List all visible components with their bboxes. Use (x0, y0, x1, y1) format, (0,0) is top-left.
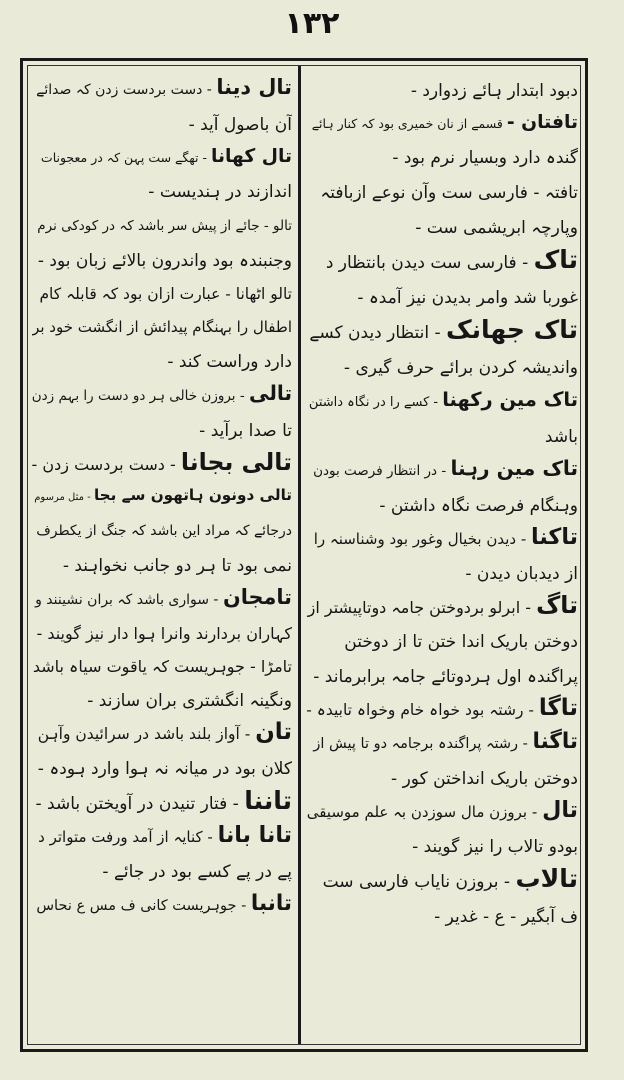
dictionary-line (32, 888, 292, 922)
definition-text: - بروزن نایاب فارسی ست (322, 872, 511, 892)
dictionary-line (32, 277, 292, 310)
page-number: ۱۳۲ (284, 6, 340, 41)
dictionary-line (306, 139, 578, 174)
definition-text: تافتہ - فارسی ست وآن نوعے ازبافتہ (320, 183, 578, 203)
dictionary-line (32, 717, 292, 750)
dictionary-line (32, 582, 292, 616)
headword: تالی (249, 381, 292, 405)
headword: تاننا (244, 786, 292, 815)
definition-text: - سواری باشد کہ بران نشینند و (35, 592, 219, 608)
left-column (32, 72, 292, 1042)
headword: تاکنا (531, 524, 578, 550)
dictionary-line (306, 590, 578, 623)
dictionary-line (306, 555, 578, 590)
dictionary-line (306, 828, 578, 863)
definition-text: نمی بود تا ہر دو جانب نخواہند - (62, 556, 292, 576)
definition-text: - آواز بلند باشد در سرائیدن وآہن (37, 725, 251, 743)
dictionary-line (306, 314, 578, 349)
definition-text: تا صدا برآید - (199, 421, 292, 441)
definition-text: ف آبگیر - ع - غدیر - (434, 907, 578, 927)
headword: تاگنا (532, 729, 578, 754)
headword: تاک مین رہنا (450, 456, 578, 480)
headword: تالاب (515, 864, 578, 893)
dictionary-line (32, 310, 292, 343)
definition-text: تالو - جائے از پیش سر باشد کہ در کودکی نرم (37, 218, 292, 234)
dictionary-line (32, 343, 292, 378)
dictionary-line (306, 726, 578, 760)
definition-text: دبود ابتدار ہائے زدوارد - (410, 81, 578, 101)
dictionary-line (32, 72, 292, 106)
definition-text: وہنگام فرصت نگاہ داشتن - (379, 496, 578, 516)
dictionary-line (32, 480, 292, 513)
definition-text: پے در پے کسے بود در جائے - (102, 862, 292, 882)
dictionary-line (32, 242, 292, 277)
column-divider (298, 66, 301, 1044)
dictionary-line (306, 384, 578, 418)
definition-text: دوختن باریک اندا ختن تا از دوختن (344, 632, 578, 652)
definition-text: دارد وراست کند - (167, 352, 292, 372)
definition-text: کلان بود در میانہ نہ ہوا وارد ہودہ - (37, 759, 292, 779)
dictionary-line (306, 693, 578, 726)
definition-text: درجائے کہ مراد این باشد کہ جنگ از یکطرف (36, 523, 292, 539)
dictionary-line (306, 898, 578, 933)
definition-text: وجنبندہ بود واندرون بالائے زبان بود - (37, 251, 292, 271)
dictionary-line (306, 658, 578, 693)
definition-text: تالو اٹھانا - عبارت ازان بود کہ قابلہ کام (39, 285, 292, 303)
dictionary-line (32, 853, 292, 888)
dictionary-line (32, 447, 292, 480)
definition-text: غوربا شد وامر بدیدن نیز آمدہ - (357, 288, 578, 308)
dictionary-line (32, 208, 292, 242)
definition-text: - دیدن بخیال وغور بود وشناسنہ را (313, 530, 527, 548)
definition-text: ونگینہ انگشتری بران سازند - (87, 691, 292, 711)
dictionary-line (306, 795, 578, 828)
dictionary-line (306, 279, 578, 314)
definition-text: کہاران بردارند وانرا ہوا دار نیز گویند - (36, 624, 292, 643)
definition-text: بودو تالاب را نیز گویند - (412, 837, 578, 857)
definition-text: - کسے را در نگاہ داشتن (308, 395, 439, 410)
definition-text: - فتار تنیدن در آویختن باشد - (35, 794, 239, 814)
dictionary-line (306, 522, 578, 555)
definition-text: واندیشہ کردن برائے حرف گیری - (343, 358, 578, 378)
dictionary-line (306, 418, 578, 453)
dictionary-line (32, 106, 292, 141)
headword: تاک مین رکھنا (442, 388, 578, 411)
headword: تانبا (250, 891, 292, 916)
headword: تانا بانا (217, 822, 292, 848)
dictionary-line (32, 141, 292, 173)
dictionary-line (32, 547, 292, 582)
headword: تاگ (536, 591, 578, 619)
dictionary-line (32, 616, 292, 649)
dictionary-line (306, 863, 578, 898)
definition-text: وپارچہ ابریشمی ست - (415, 218, 578, 238)
dictionary-line (306, 623, 578, 658)
right-column (306, 72, 578, 1042)
definition-text: اندازند در ہندیست - (148, 182, 292, 202)
headword: تاک (533, 245, 578, 274)
definition-text: - کنایہ از آمد ورفت متواتر د (38, 828, 213, 846)
definition-text: دوختن باریک انداختن کور - (391, 769, 578, 789)
dictionary-line (32, 785, 292, 820)
definition-text: - رشتہ پراگندہ برجامہ دو تا پیش از (313, 736, 528, 752)
dictionary-line (32, 649, 292, 682)
dictionary-line (306, 760, 578, 795)
definition-text: اطفال را بہنگام پیدائش از انگشت خود بر (32, 318, 292, 336)
definition-text: - جوہریست کانی ف مس ع نحاس (36, 898, 247, 914)
dictionary-line (32, 750, 292, 785)
dictionary-line (306, 174, 578, 209)
definition-text: - فارسی ست دیدن بانتظار د (325, 253, 529, 273)
definition-text: گندہ دارد وبسیار نرم بود - (392, 148, 578, 168)
dictionary-line (32, 378, 292, 412)
dictionary-line (32, 820, 292, 853)
definition-text: قسمے از نان خمیری بود کہ کنار ہائے (311, 116, 503, 131)
definition-text: - ابرلو بردوختن جامہ دوتاپیشتر از (307, 598, 532, 617)
definition-text: - انتظار دیدن کسے (309, 323, 441, 343)
headword: تاگا (538, 695, 578, 721)
definition-text: - تھگے ست پہن کہ در معجونات (40, 150, 207, 165)
dictionary-line (306, 244, 578, 279)
headword: تالی دونون ہاتھون سے بجا (93, 486, 292, 504)
dictionary-line (306, 453, 578, 487)
dictionary-line (32, 412, 292, 447)
dictionary-line (306, 349, 578, 384)
definition-text: پراگندہ اول ہردوتائے جامہ برابرماند - (313, 667, 578, 687)
definition-text: - مثل مرسوم (34, 492, 91, 503)
dictionary-line (32, 682, 292, 717)
dictionary-line (306, 487, 578, 522)
headword: تامجان (222, 585, 292, 609)
dictionary-line (32, 173, 292, 208)
definition-text: - بروزن مال سوزدن بہ علم موسیقی (306, 803, 538, 821)
headword: تالی بجانا (180, 448, 292, 476)
definition-text: - دست بردست زدن کہ صدائے (36, 82, 212, 98)
headword: تان (255, 719, 292, 745)
definition-text: باشد (544, 427, 578, 447)
headword: تافتان - (506, 112, 578, 133)
definition-text: تامڑا - جوہریست کہ یاقوت سیاہ باشد (32, 657, 292, 676)
definition-text: - دست بردست زدن - (32, 455, 176, 474)
headword: تال دینا (216, 75, 292, 99)
dictionary-line (306, 209, 578, 244)
dictionary-line (306, 72, 578, 107)
definition-text: از دیدبان دیدن - (465, 564, 578, 584)
dictionary-line (32, 513, 292, 547)
headword: تال کھانا (210, 146, 292, 167)
definition-text: - در انتظار فرصت بودن (313, 463, 447, 479)
headword: تاک جھانک (446, 315, 578, 344)
definition-text: - بروزن خالی ہر دو دست را بہم زدن (32, 388, 245, 404)
definition-text: - رشتہ بود خواہ خام وخواہ تابیدہ - (306, 701, 534, 719)
dictionary-line (306, 107, 578, 139)
headword: تال (542, 797, 578, 823)
definition-text: آن باصول آید - (188, 115, 292, 135)
